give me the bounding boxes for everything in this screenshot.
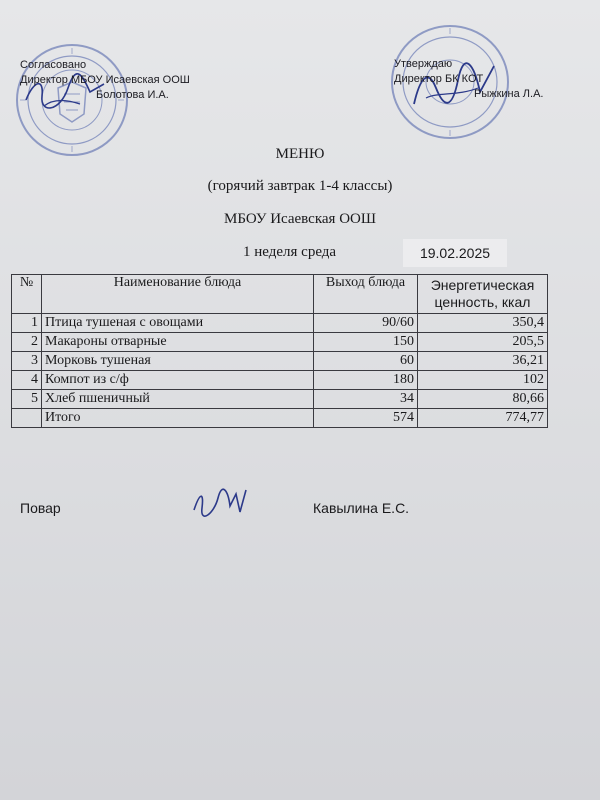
total-number-cell <box>12 409 42 428</box>
row-dish-name: Птица тушеная с овощами <box>42 314 314 333</box>
row-dish-name: Компот из с/ф <box>42 371 314 390</box>
total-label: Итого <box>42 409 314 428</box>
table-row <box>12 314 548 333</box>
row-number: 2 <box>12 333 42 352</box>
school-name: МБОУ Исаевская ООШ <box>223 211 376 227</box>
table-total-row <box>12 409 548 428</box>
row-number: 3 <box>12 352 42 371</box>
row-energy: 350,4 <box>418 314 548 333</box>
header-yield: Выход блюда <box>314 275 418 314</box>
cook-name: Кавылина Е.С. <box>313 500 410 516</box>
row-dish-name: Хлеб пшеничный <box>42 390 314 409</box>
table-row <box>12 352 548 371</box>
row-energy: 205,5 <box>418 333 548 352</box>
week-day: 1 неделя среда <box>243 244 337 260</box>
row-yield: 180 <box>314 371 418 390</box>
row-energy: 80,66 <box>418 390 548 409</box>
cook-label: Повар <box>20 500 61 516</box>
row-dish-name: Морковь тушеная <box>42 352 314 371</box>
menu-subtitle: (горячий завтрак 1-4 классы) <box>207 178 393 194</box>
approval-right-status: Утверждаю <box>394 58 453 70</box>
menu-title: МЕНЮ <box>275 146 325 162</box>
row-number: 5 <box>12 390 42 409</box>
row-energy: 36,21 <box>418 352 548 371</box>
row-yield: 150 <box>314 333 418 352</box>
table-row <box>12 333 548 352</box>
approval-left-position: Директор МБОУ Исаевская ООШ <box>20 74 190 86</box>
cook-signature <box>190 484 250 520</box>
row-yield: 34 <box>314 390 418 409</box>
row-dish-name: Макароны отварные <box>42 333 314 352</box>
approval-right-block <box>394 57 543 102</box>
row-energy: 102 <box>418 371 548 390</box>
total-yield: 574 <box>314 409 418 428</box>
approval-left-person: Болотова И.А. <box>96 89 169 101</box>
approval-right-position: Директор БК КОТ <box>394 73 484 85</box>
table-row <box>12 390 548 409</box>
header-number: № <box>12 275 42 314</box>
approval-left-block <box>20 58 190 103</box>
header-energy: Энергетическая ценность, ккал <box>418 275 548 314</box>
total-energy: 774,77 <box>418 409 548 428</box>
menu-date: 19.02.2025 <box>403 239 507 267</box>
row-number: 4 <box>12 371 42 390</box>
approval-right-person: Рыжкина Л.А. <box>474 88 544 100</box>
approval-left-status: Согласовано <box>20 59 87 71</box>
table-row <box>12 371 548 390</box>
table-header-row <box>12 275 548 314</box>
menu-table <box>11 274 548 428</box>
row-number: 1 <box>12 314 42 333</box>
header-dish-name: Наименование блюда <box>42 275 314 314</box>
row-yield: 90/60 <box>314 314 418 333</box>
row-yield: 60 <box>314 352 418 371</box>
